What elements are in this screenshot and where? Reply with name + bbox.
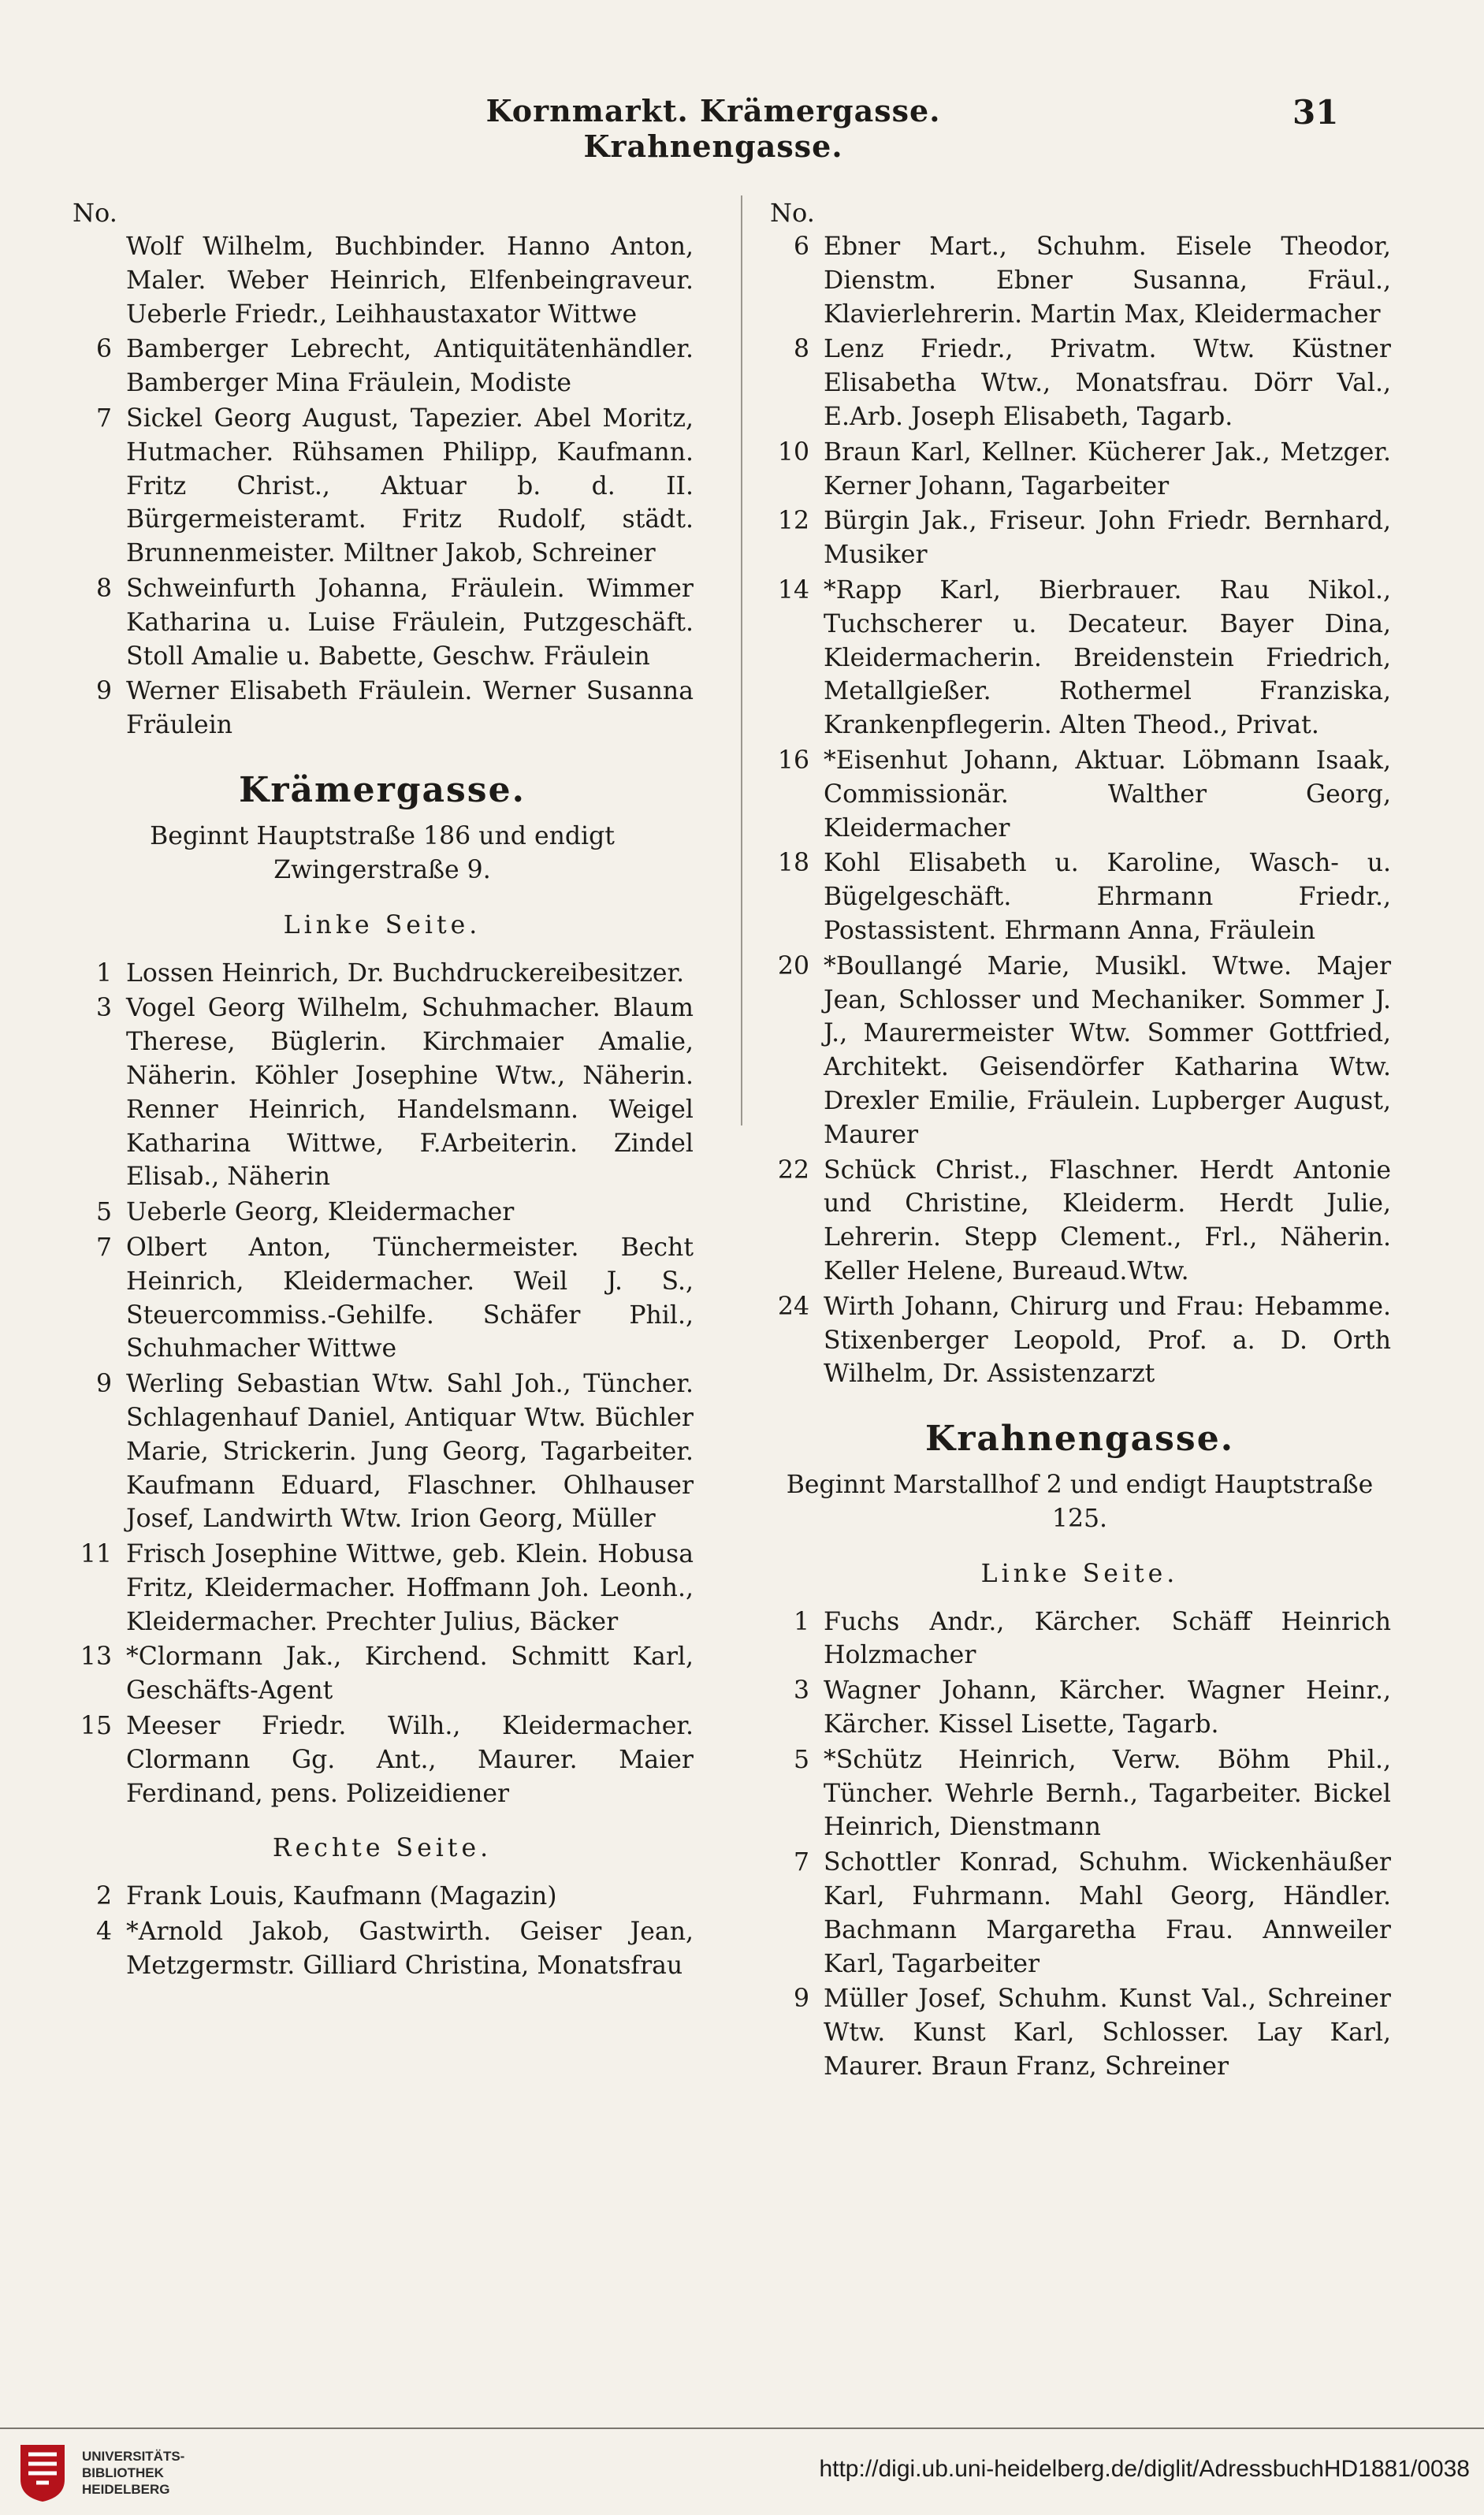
house-number: 7: [793, 1848, 809, 1877]
side-label: Rechte Seite.: [272, 1834, 493, 1863]
side-label: Linke Seite.: [980, 1559, 1179, 1588]
resident-list: Fuchs Andr., Kärcher. Schäff Heinrich Holzmacher: [824, 1607, 1391, 1670]
footer: [0, 2428, 1484, 2515]
directory-entry: [768, 1846, 1391, 1981]
resident-list: Schottler Konrad, Schuhm. Wickenhäußer Karl, Fuhrmann. Mahl Georg, Händler. Bachmann Margaretha Frau. Annweiler Karl, Tagarbeiter: [824, 1848, 1391, 1978]
resident-list: Kohl Elisabeth u. Karoline, Wasch- u. Bügelgeschäft. Ehrmann Friedr., Postassistent. Ehrmann Anna, Fräulein: [824, 849, 1391, 945]
house-number: 3: [793, 1676, 809, 1706]
house-number: 16: [777, 746, 809, 775]
directory-entry: [71, 1231, 694, 1366]
directory-entry: [768, 1154, 1391, 1289]
resident-list: Bamberger Lebrecht, Antiquitätenhändler. Bamberger Mina Fräulein, Modiste: [126, 335, 694, 398]
house-number: 12: [777, 507, 809, 536]
house-number: 6: [95, 335, 112, 364]
entry-list: [768, 1605, 1391, 2084]
directory-entry: [71, 1915, 694, 1983]
running-head: Kornmarkt. Krämergasse. Krahnengasse.: [485, 93, 941, 164]
side-label: Linke Seite.: [283, 910, 482, 939]
house-number: 13: [80, 1643, 112, 1672]
resident-list: Wolf Wilhelm, Buchbinder. Hanno Anton, Maler. Weber Heinrich, Elfenbeingraveur. Ueberle Friedr., Leihhaustaxator Wittwe: [126, 233, 694, 329]
column-divider: [741, 195, 742, 1125]
number-heading: No.: [770, 198, 815, 228]
house-number: 20: [777, 951, 809, 980]
house-number: 4: [95, 1918, 112, 1947]
library-logo: [17, 2442, 222, 2505]
house-number: 1: [95, 958, 112, 988]
entry-list: [71, 230, 694, 742]
directory-entry: [768, 846, 1391, 947]
resident-list: Schück Christ., Flaschner. Herdt Antonie und Christine, Kleiderm. Herdt Julie, Lehrerin. Stepp Clement., Frl., Näherin. Keller Helene, Bureaud.Wtw.: [824, 1155, 1391, 1285]
house-number: 3: [95, 994, 112, 1023]
resident-list: Lenz Friedr., Privatm. Wtw. Küstner Elisabetha Wtw., Monatsfrau. Dörr Val., E.Arb. Joseph Elisabeth, Tagarb.: [824, 335, 1391, 431]
resident-list: *Clormann Jak., Kirchend. Schmitt Karl, Geschäfts-Agent: [126, 1643, 694, 1706]
directory-entry: [768, 504, 1391, 572]
directory-entry: [71, 1367, 694, 1536]
house-number: 24: [777, 1292, 809, 1321]
directory-entry: [768, 1674, 1391, 1742]
house-number: 5: [793, 1745, 809, 1774]
directory-entry: [768, 436, 1391, 504]
house-number: 5: [95, 1198, 112, 1227]
resident-list: Werner Elisabeth Fräulein. Werner Susanna Fräulein: [126, 677, 694, 740]
house-number: 15: [80, 1712, 112, 1741]
directory-entry: [71, 402, 694, 571]
directory-entry: [768, 1290, 1391, 1391]
source-link[interactable]: http://digi.ub.uni-heidelberg.de/diglit/AdressbuchHD1881/0038: [819, 2456, 1470, 2482]
directory-entry: [71, 1640, 694, 1708]
directory-entry: [768, 574, 1391, 742]
resident-list: Ueberle Georg, Kleidermacher: [126, 1198, 515, 1227]
house-number: 10: [777, 437, 809, 467]
resident-list: *Arnold Jakob, Gastwirth. Geiser Jean, Metzgermstr. Gilliard Christina, Monatsfrau: [126, 1918, 694, 1981]
resident-list: Schweinfurth Johanna, Fräulein. Wimmer Katharina u. Luise Fräulein, Putzgeschäft. Stoll Amalie u. Babette, Geschw. Fräulein: [126, 574, 694, 671]
house-number: 14: [777, 575, 809, 605]
resident-list: Bürgin Jak., Friseur. John Friedr. Bernhard, Musiker: [824, 507, 1391, 570]
house-number: 8: [793, 335, 809, 364]
resident-list: Wirth Johann, Chirurg und Frau: Hebamme. Stixenberger Leopold, Prof. a. D. Orth Wilhelm, Dr. Assistenzarzt: [824, 1292, 1391, 1389]
house-number: 7: [95, 1233, 112, 1262]
house-number: 7: [95, 404, 112, 433]
house-number: 9: [95, 1370, 112, 1399]
directory-entry: [71, 1538, 694, 1639]
resident-list: Wagner Johann, Kärcher. Wagner Heinr., Kärcher. Kissel Lisette, Tagarb.: [824, 1676, 1391, 1739]
house-number: 1: [793, 1607, 809, 1636]
house-number: 18: [777, 849, 809, 878]
section-description: Beginnt Marstallhof 2 und endigt Hauptstraße 125.: [786, 1471, 1374, 1533]
page-number: 31: [1292, 93, 1339, 132]
resident-list: *Eisenhut Johann, Aktuar. Löbmann Isaak, Commissionär. Walther Georg, Kleidermacher: [824, 746, 1391, 843]
directory-entry: [71, 991, 694, 1194]
resident-list: Frank Louis, Kaufmann (Magazin): [126, 1882, 557, 1911]
resident-list: Olbert Anton, Tünchermeister. Becht Heinrich, Kleidermacher. Weil J. S., Steuercommiss.-Gehilfe. Schäfer Phil., Schuhmacher Wittwe: [126, 1233, 694, 1364]
resident-list: Ebner Mart., Schuhm. Eisele Theodor, Dienstm. Ebner Susanna, Fräul., Klavierlehrerin. Martin Max, Kleidermacher: [824, 233, 1391, 329]
house-number: 6: [793, 233, 809, 261]
footer-rule: [0, 2428, 1484, 2429]
entry-list: [71, 957, 694, 1811]
logo-text: UNIVERSITÄTS- BIBLIOTHEK HEIDELBERG: [82, 2449, 185, 2497]
seal-icon: [17, 2442, 68, 2503]
resident-list: Vogel Georg Wilhelm, Schuhmacher. Blaum Therese, Büglerin. Kirchmaier Amalie, Näherin. Köhler Josephine Wtw., Näherin. Renner Heinrich, Handelsmann. Weigel Katharina Wittwe, F.Arbeiterin. Zindel Elisab., Näherin: [126, 994, 694, 1192]
directory-entry: [768, 1982, 1391, 2083]
directory-entry: [71, 1710, 694, 1810]
directory-entry: [71, 957, 694, 991]
directory-entry: [768, 744, 1391, 845]
section-title: Krämergasse.: [239, 769, 526, 810]
house-number: 22: [777, 1155, 809, 1185]
section-description: Beginnt Hauptstraße 186 und endigt Zwingerstraße 9.: [150, 821, 615, 884]
directory-entry: [768, 1605, 1391, 1673]
resident-list: Müller Josef, Schuhm. Kunst Val., Schreiner Wtw. Kunst Karl, Schlosser. Lay Karl, Maurer. Braun Franz, Schreiner: [824, 1985, 1391, 2082]
directory-entry: [71, 1880, 694, 1914]
directory-entry: [71, 333, 694, 400]
house-number: 9: [793, 1985, 809, 2014]
page-header: [0, 93, 1484, 164]
resident-list: *Boullangé Marie, Musikl. Wtwe. Majer Jean, Schlosser und Mechaniker. Sommer J. J., Maurermeister Wtw. Sommer Gottfried, Architekt. Geisendörfer Katharina Wtw. Drexler Emilie, Fräulein. Lupberger August, Maurer: [824, 951, 1391, 1149]
section-title: Krahnengasse.: [924, 1419, 1235, 1460]
resident-list: Braun Karl, Kellner. Kücherer Jak., Metzger. Kerner Johann, Tagarbeiter: [824, 437, 1391, 500]
right-column: [768, 195, 1391, 2085]
house-number: 9: [95, 677, 112, 706]
house-number: 11: [80, 1540, 112, 1569]
house-number: 8: [95, 574, 112, 603]
directory-entry: [71, 230, 694, 331]
directory-entry: [71, 572, 694, 673]
directory-entry: [71, 675, 694, 742]
resident-list: Sickel Georg August, Tapezier. Abel Moritz, Hutmacher. Rühsamen Philipp, Kaufmann. Fritz Christ., Aktuar b. d. II. Bürgermeisteramt. Fritz Rudolf, städt. Brunnenmeister. Miltner Jakob, Schreiner: [126, 404, 694, 568]
entry-list: [768, 230, 1391, 1391]
number-heading: No.: [73, 198, 117, 228]
entry-list: [71, 1880, 694, 1982]
directory-entry: [71, 1196, 694, 1230]
directory-entry: [768, 230, 1391, 331]
resident-list: Meeser Friedr. Wilh., Kleidermacher. Clormann Gg. Ant., Maurer. Maier Ferdinand, pens. Polizeidiener: [126, 1712, 694, 1808]
directory-entry: [768, 1743, 1391, 1844]
resident-list: *Schütz Heinrich, Verw. Böhm Phil., Tüncher. Wehrle Bernh., Tagarbeiter. Bickel Heinrich, Dienstmann: [824, 1745, 1391, 1842]
resident-list: Lossen Heinrich, Dr. Buchdruckereibesitzer.: [126, 958, 685, 988]
resident-list: Frisch Josephine Wittwe, geb. Klein. Hobusa Fritz, Kleidermacher. Hoffmann Joh. Leonh., Kleidermacher. Prechter Julius, Bäcker: [126, 1540, 694, 1636]
directory-entry: [768, 950, 1391, 1152]
resident-list: *Rapp Karl, Bierbrauer. Rau Nikol., Tuchscherer u. Decateur. Bayer Dina, Kleidermacherin. Breidenstein Friedrich, Metallgießer. Rothermel Franziska, Krankenpflegerin. Alten Theod., Privat.: [824, 575, 1391, 740]
directory-entry: [768, 333, 1391, 433]
resident-list: Werling Sebastian Wtw. Sahl Joh., Tüncher. Schlagenhauf Daniel, Antiquar Wtw. Büchler Marie, Strickerin. Jung Georg, Tagarbeiter. Kaufmann Eduard, Flaschner. Ohlhauser Josef, Landwirth Wtw. Irion Georg, Müller: [126, 1370, 694, 1534]
left-column: [71, 195, 694, 1985]
house-number: 2: [95, 1882, 112, 1911]
